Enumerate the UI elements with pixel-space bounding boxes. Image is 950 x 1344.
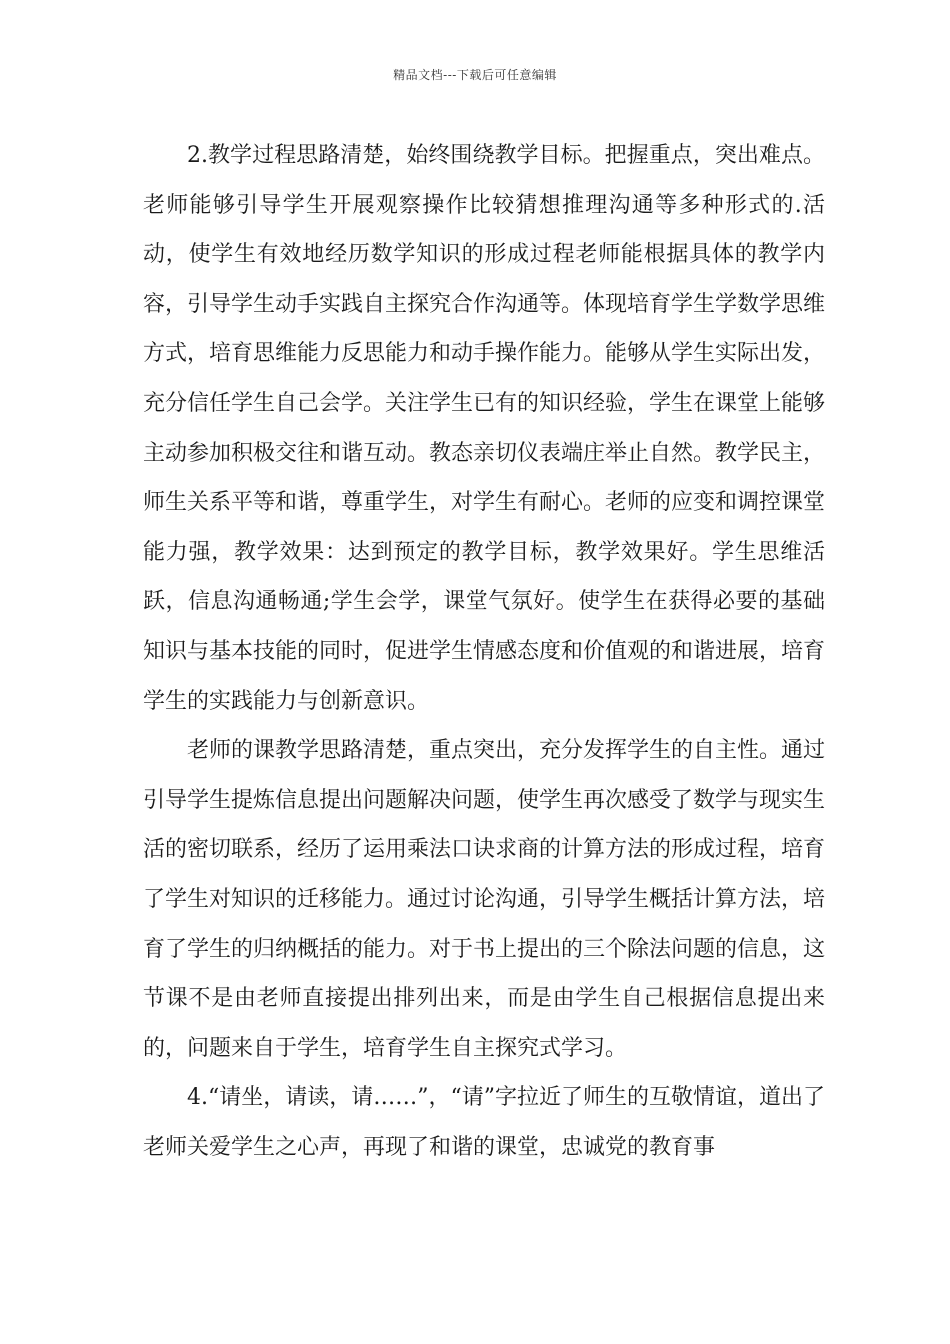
paragraph-2: 老师的课教学思路清楚，重点突出，充分发挥学生的自主性。通过引导学生提炼信息提出问题解决问题，使学生再次感受了数学与现实生活的密切联系，经历了运用乘法口诀求商的计算方法的形成过程，培育了学生对知识的迁移能力。通过讨论沟通，引导学生概括计算方法，培育了学生的归纳概括的能力。对于书上提出的三个除法问题的信息，这节课不是由老师直接提出排列出来，而是由学生自己根据信息提出来的，问题来自于学生，培育学生自主探究式学习。 [143, 738, 826, 1061]
paragraph-3: 4.“请坐，请读，请……”，“请”字拉近了师生的互敬情谊，道出了老师关爱学生之心声，再现了和谐的课堂，忠诚党的教育事 [143, 1085, 825, 1160]
paragraph-1: 2.教学过程思路清楚，始终围绕教学目标。把握重点，突出难点。老师能够引导学生开展观察操作比较猜想推理沟通等多种形式的.活动，使学生有效地经历数学知识的形成过程老师能根据具体的教学内容，引导学生动手实践自主探究合作沟通等。体现培育学生学数学思维方式，培育思维能力反思能力和动手操作能力。能够从学生实际出发，充分信任学生自己会学。关注学生已有的知识经验，学生在课堂上能够主动参加积极交往和谐互动。教态亲切仪表端庄举止自然。教学民主，师生关系平等和谐，尊重学生，对学生有耐心。老师的应变和调控课堂能力强，教学效果：达到预定的教学目标，教学效果好。学生思维活跃，信息沟通畅通;学生会学，课堂气氛好。使学生在获得必要的基础知识与基本技能的同时，促进学生情感态度和价值观的和谐进展，培育学生的实践能力与创新意识。 [143, 143, 826, 714]
document-body [143, 131, 825, 1172]
page-header: 精品文档---下载后可任意编辑 [393, 68, 557, 82]
